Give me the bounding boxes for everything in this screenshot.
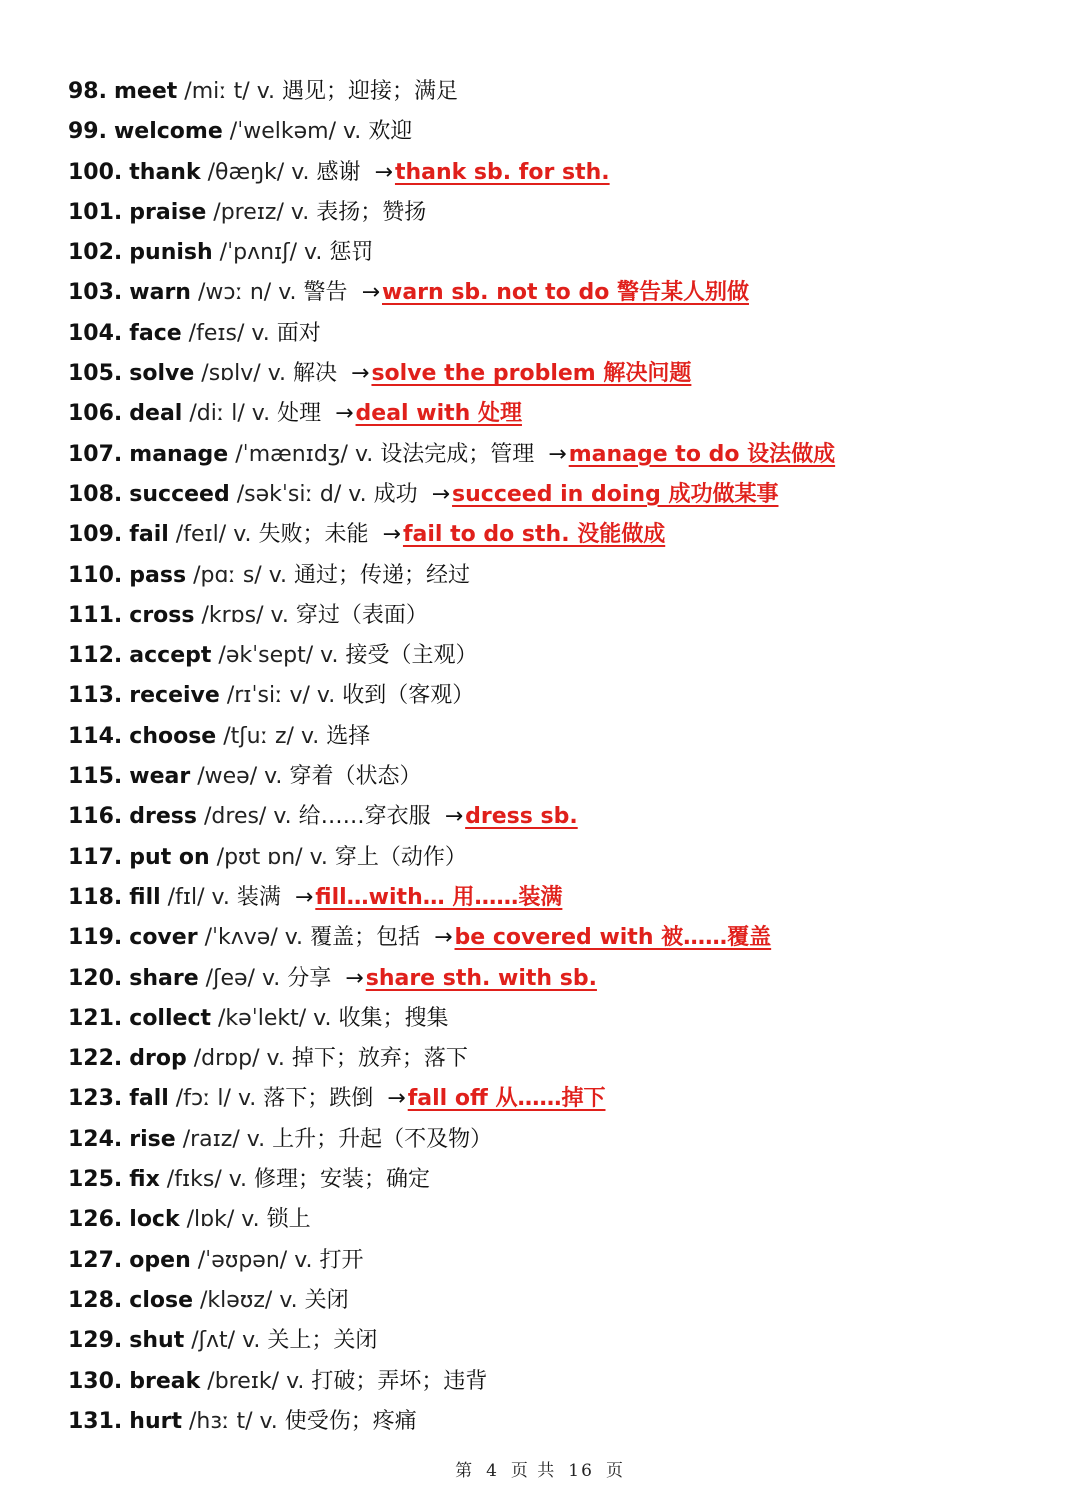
entry-word: fix [129,1167,160,1193]
entry-usage-phrase: deal with 处理 [355,401,522,427]
entry-word: close [129,1287,193,1313]
entry-word: wear [129,764,191,790]
right-arrow-icon: → [387,1086,406,1112]
entry-usage-phrase: solve the problem 解决问题 [371,361,692,387]
entry-part-of-speech: v. [284,925,304,951]
vocab-entry [68,757,1058,797]
vocab-entry [68,1321,1058,1361]
entry-word: dress [129,804,197,830]
entry-number: 115. [68,764,123,790]
entry-number: 112. [68,643,123,669]
entry-meaning: 覆盖；包括 [310,925,421,951]
entry-word: warn [129,280,191,306]
entry-phonetic: /ʃeə/ [205,965,255,991]
entry-phonetic: /drɒp/ [193,1046,260,1072]
entry-meaning: 上升；升起（不及物） [272,1126,493,1152]
entry-phonetic: /ˈpʌnɪʃ/ [219,240,298,266]
entry-usage-phrase: succeed in doing 成功做某事 [452,481,779,507]
entry-part-of-speech: v. [354,441,374,467]
entry-meaning: 选择 [326,723,371,749]
entry-part-of-speech: v. [256,79,275,104]
entry-word: accept [129,643,212,669]
entry-phonetic: /krɒs/ [201,602,264,628]
entry-number: 111. [68,602,123,628]
right-arrow-icon: → [548,441,567,467]
entry-meaning: 掉下；放弃；落下 [291,1046,468,1072]
entry-meaning: 欢迎 [368,119,413,145]
entry-meaning: 处理 [277,401,322,427]
vocab-entry [68,1241,1058,1281]
entry-word: rise [129,1126,176,1152]
entry-phonetic: /ʃʌt/ [191,1328,236,1354]
entry-part-of-speech: v. [237,1086,257,1112]
entry-usage-phrase: warn sb. not to do 警告某人别做 [382,280,749,306]
entry-word: punish [129,240,213,266]
entry-phonetic: /ˈmænɪdʒ/ [235,441,348,467]
entry-word: welcome [113,119,223,145]
vocab-entry [68,273,1058,313]
entry-part-of-speech: v. [270,602,289,628]
entry-part-of-speech: v. [242,1328,261,1354]
entry-part-of-speech: v. [241,1207,260,1233]
entry-phonetic: /tʃuː z/ [223,723,294,749]
entry-meaning: 设法完成；管理 [380,441,535,467]
vocab-entry [68,717,1058,757]
entry-word: succeed [129,481,230,507]
vocab-entry [68,233,1058,273]
vocab-entry [68,72,1058,112]
vocab-entry [68,556,1058,596]
entry-phonetic: /pɑː s/ [193,562,262,588]
footer-prefix: 第 [455,1461,475,1481]
vocab-entry [68,596,1058,636]
entry-meaning: 警告 [303,280,348,306]
entry-meaning: 穿过（表面） [295,602,428,628]
entry-number: 120. [68,965,123,991]
entry-meaning: 装满 [236,884,281,910]
footer-middle: 页 共 [510,1461,557,1481]
vocab-entry [68,636,1058,676]
vocab-entry [68,475,1058,515]
entry-word: drop [129,1046,187,1072]
entry-word: thank [129,159,201,185]
vocab-entry [68,153,1058,193]
entry-part-of-speech: v. [316,683,336,709]
vocab-entry [68,1200,1058,1240]
vocab-entry [68,1120,1058,1160]
entry-number: 121. [68,1005,123,1031]
entry-part-of-speech: v. [304,240,323,266]
page-footer [0,1456,1080,1481]
entry-word: fail [129,522,169,548]
entry-number: 123. [68,1086,123,1112]
entry-number: 104. [68,320,123,346]
right-arrow-icon: → [294,884,314,910]
entry-word: deal [129,401,183,427]
entry-meaning: 收到（客观） [342,683,475,709]
entry-phonetic: /dres/ [204,804,267,830]
right-arrow-icon: → [335,401,354,427]
entry-usage-phrase: fill…with… 用……装满 [315,884,563,910]
footer-total-pages: 16 [568,1461,594,1481]
entry-part-of-speech: v. [278,280,297,306]
entry-meaning: 关上；关闭 [267,1328,378,1354]
entry-meaning: 给……穿衣服 [298,804,431,830]
entry-part-of-speech: v. [279,1287,298,1313]
entry-word: face [129,320,182,346]
entry-word: manage [129,441,229,467]
entry-phonetic: /weə/ [197,764,258,790]
entry-number: 99. [68,119,107,145]
entry-phonetic: /preɪz/ [213,199,284,225]
entry-phonetic: /ˈkʌvə/ [204,925,278,951]
entry-number: 116. [68,804,123,830]
entry-part-of-speech: v. [259,1408,278,1434]
entry-number: 103. [68,280,123,306]
entry-word: lock [129,1207,180,1233]
entry-phonetic: /wɔː n/ [197,280,272,306]
entry-word: cover [129,925,198,951]
vocab-entry [68,999,1058,1039]
entry-phonetic: /pʊt ɒn/ [216,844,303,870]
entry-word: fill [129,884,161,910]
entry-phonetic: /feɪs/ [188,320,245,346]
vocab-entry [68,112,1058,152]
entry-meaning: 穿着（状态） [289,764,422,790]
entry-number: 114. [68,723,123,749]
entry-meaning: 打开 [319,1247,364,1273]
entry-part-of-speech: v. [294,1247,313,1273]
right-arrow-icon: → [382,522,401,548]
entry-meaning: 分享 [287,965,332,991]
entry-word: praise [129,199,207,225]
entry-part-of-speech: v. [228,1167,248,1193]
entry-phonetic: /breɪk/ [207,1368,280,1394]
entry-number: 130. [68,1368,123,1394]
entry-meaning: 通过；传递；经过 [294,562,471,588]
entry-word: fall [129,1086,169,1112]
entry-usage-phrase: be covered with 被……覆盖 [454,925,772,951]
entry-part-of-speech: v. [246,1126,266,1152]
entry-number: 102. [68,240,123,266]
entry-phonetic: /əkˈsept/ [218,643,314,669]
entry-number: 98. [68,79,107,104]
entry-number: 110. [68,562,123,588]
entry-part-of-speech: v. [286,1368,305,1394]
entry-number: 105. [68,361,123,387]
entry-meaning: 失败；未能 [258,522,369,548]
entry-meaning: 面对 [276,320,321,346]
entry-part-of-speech: v. [211,884,230,910]
entry-meaning: 接受（主观） [345,643,478,669]
entry-part-of-speech: v. [268,562,288,588]
entry-number: 113. [68,683,123,709]
entry-phonetic: /raɪz/ [182,1126,240,1152]
entry-word: put on [129,844,210,870]
vocab-entry [68,838,1058,878]
entry-part-of-speech: v. [233,522,252,548]
entry-meaning: 使受伤；疼痛 [284,1408,417,1434]
entry-number: 131. [68,1408,123,1434]
entry-phonetic: /kləʊz/ [200,1287,273,1313]
entry-word: open [129,1247,191,1273]
entry-word: pass [129,562,187,588]
entry-number: 128. [68,1287,123,1313]
vocab-entry [68,515,1058,555]
entry-number: 117. [68,844,123,870]
entry-number: 127. [68,1247,123,1273]
entry-part-of-speech: v. [264,764,283,790]
entry-usage-phrase: share sth. with sb. [365,965,597,991]
entry-word: choose [129,723,217,749]
entry-meaning: 解决 [293,361,338,387]
vocab-entry [68,1079,1058,1119]
entry-phonetic: /fɔː l/ [175,1086,231,1112]
right-arrow-icon: → [434,925,453,951]
entry-part-of-speech: v. [313,1005,332,1031]
vocab-entry [68,314,1058,354]
entry-phonetic: /hɜː t/ [188,1408,253,1434]
entry-part-of-speech: v. [266,1046,285,1072]
vocab-entry [68,918,1058,958]
entry-phonetic: /ˈwelkəm/ [229,119,336,145]
entry-number: 125. [68,1167,123,1193]
entry-word: shut [129,1328,185,1354]
vocab-entry [68,1402,1058,1442]
entry-phonetic: /miː t/ [184,79,250,104]
entry-number: 100. [68,159,123,185]
entry-phonetic: /rɪˈsiː v/ [226,683,310,709]
entry-meaning: 修理；安装；确定 [254,1167,431,1193]
entry-word: hurt [129,1408,182,1434]
entry-number: 107. [68,441,123,467]
entry-phonetic: /θæŋk/ [207,159,285,185]
vocab-entry [68,435,1058,475]
entry-part-of-speech: v. [291,159,310,185]
footer-page-number: 4 [486,1461,499,1481]
entry-usage-phrase: thank sb. for sth. [394,159,610,185]
entry-part-of-speech: v. [320,643,339,669]
right-arrow-icon: → [374,159,393,185]
entry-meaning: 关闭 [304,1287,349,1313]
vocab-entry [68,1160,1058,1200]
entry-part-of-speech: v. [273,804,292,830]
entry-phonetic: /kəˈlekt/ [218,1005,307,1031]
footer-suffix: 页 [605,1461,625,1481]
vocab-entry [68,959,1058,999]
entry-number: 129. [68,1328,123,1354]
vocab-entry [68,354,1058,394]
entry-number: 109. [68,522,123,548]
entry-usage-phrase: manage to do 设法做成 [568,441,836,467]
entry-usage-phrase: fail to do sth. 没能做成 [402,522,666,548]
entry-usage-phrase: fall off 从……掉下 [407,1086,606,1112]
right-arrow-icon: → [431,481,451,507]
entry-part-of-speech: v. [251,320,270,346]
entry-part-of-speech: v. [309,844,328,870]
entry-meaning: 感谢 [316,159,361,185]
entry-part-of-speech: v. [290,199,310,225]
entry-number: 108. [68,481,123,507]
entry-part-of-speech: v. [267,361,286,387]
entry-phonetic: /diː l/ [189,401,245,427]
entry-phonetic: /feɪl/ [175,522,227,548]
entry-meaning: 成功 [373,481,418,507]
vocab-entry [68,1281,1058,1321]
vocab-list [68,72,1058,1442]
entry-phonetic: /səkˈsiː d/ [236,481,342,507]
entry-number: 106. [68,401,123,427]
entry-phonetic: /fɪks/ [166,1167,222,1193]
entry-number: 122. [68,1046,123,1072]
vocab-entry [68,193,1058,233]
vocab-entry [68,878,1058,918]
entry-part-of-speech: v. [343,119,362,145]
entry-word: meet [113,79,178,104]
entry-phonetic: /ˈəʊpən/ [197,1247,288,1273]
entry-number: 124. [68,1126,123,1152]
vocab-entry [68,394,1058,434]
entry-word: receive [129,683,220,709]
entry-part-of-speech: v. [300,723,320,749]
entry-part-of-speech: v. [251,401,271,427]
entry-word: share [129,965,199,991]
entry-meaning: 遇见；迎接；满足 [282,79,459,104]
entry-word: cross [129,602,195,628]
entry-meaning: 打破；弄坏；违背 [311,1368,488,1394]
vocab-entry [68,1039,1058,1079]
entry-meaning: 收集；搜集 [338,1005,449,1031]
entry-meaning: 惩罚 [329,240,374,266]
entry-number: 126. [68,1207,123,1233]
vocab-entry [68,676,1058,716]
entry-phonetic: /sɒlv/ [201,361,261,387]
entry-word: collect [129,1005,211,1031]
vocab-entry [68,797,1058,837]
entry-word: break [129,1368,201,1394]
entry-number: 101. [68,199,123,225]
entry-meaning: 落下；跌倒 [263,1086,374,1112]
entry-number: 119. [68,925,123,951]
entry-phonetic: /fɪl/ [167,884,205,910]
right-arrow-icon: → [345,965,364,991]
right-arrow-icon: → [444,804,464,830]
vocab-entry [68,1362,1058,1402]
entry-part-of-speech: v. [261,965,281,991]
entry-number: 118. [68,884,123,910]
entry-word: solve [129,361,195,387]
entry-part-of-speech: v. [348,481,367,507]
entry-meaning: 锁上 [266,1207,311,1233]
entry-usage-phrase: dress sb. [465,804,578,830]
entry-phonetic: /lɒk/ [186,1207,235,1233]
entry-meaning: 表扬；赞扬 [316,199,427,225]
right-arrow-icon: → [351,361,370,387]
entry-meaning: 穿上（动作） [334,844,467,870]
right-arrow-icon: → [361,280,380,306]
